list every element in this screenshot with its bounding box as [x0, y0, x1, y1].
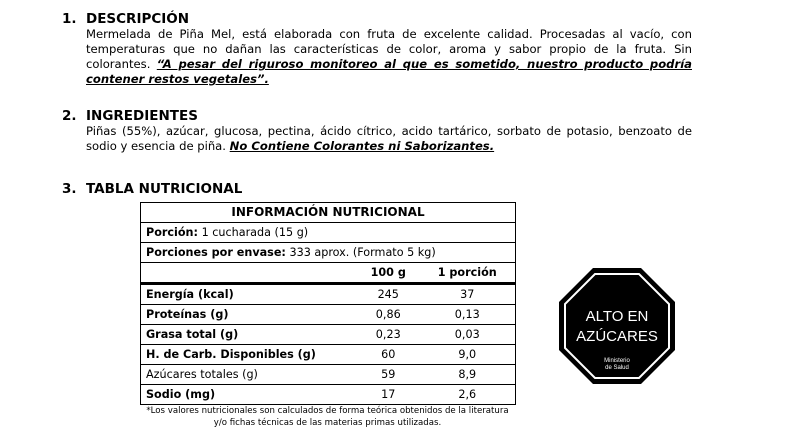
value-per-portion: 37 [420, 284, 516, 305]
footnote-line: *Los valores nutricionales son calculados de forma teórica obtenidos de la literatura [146, 406, 509, 416]
servings-label: Porciones por envase: [146, 246, 286, 259]
seal-ministry-line1: Ministerio [604, 358, 630, 364]
nutrient-name: Grasa total (g) [141, 325, 358, 345]
nutrition-row [141, 305, 516, 325]
serving-label: Porción: [146, 226, 198, 239]
value-per-portion: 8,9 [420, 365, 516, 385]
section-title: DESCRIPCIÓN [86, 11, 190, 27]
seal-line2: AZÚCARES [576, 328, 658, 345]
footnote [120, 406, 535, 429]
nutrition-table [140, 202, 516, 405]
section-ingredientes [62, 108, 692, 154]
section-title: INGREDIENTES [86, 108, 198, 124]
description-warning: “A pesar del riguroso monitoreo al que es sometido, nuestro producto podría contener restos vegetales”. [86, 57, 692, 86]
nutrition-row [141, 345, 516, 365]
serving-value: 1 cucharada (15 g) [201, 226, 309, 239]
nutrition-row [141, 325, 516, 345]
section-number: 2. [62, 108, 77, 124]
footnote-line: y/o fichas técnicas de las materias primas utilizadas. [213, 417, 442, 428]
value-per-portion: 9,0 [420, 345, 516, 365]
value-per-100g: 0,23 [357, 325, 420, 345]
nutrient-name: Energía (kcal) [141, 284, 358, 305]
servings-value: 333 aprox. (Formato 5 kg) [289, 246, 436, 259]
section-body [86, 27, 692, 87]
section-title: TABLA NUTRICIONAL [86, 181, 243, 197]
servings-per-container [141, 243, 516, 263]
section-heading [62, 181, 692, 197]
value-per-portion: 2,6 [420, 385, 516, 405]
section-body [86, 124, 692, 154]
section-number: 3. [62, 181, 77, 197]
value-per-100g: 59 [357, 365, 420, 385]
value-per-100g: 17 [357, 385, 420, 405]
nutrition-table-title: INFORMACIÓN NUTRICIONAL [141, 203, 516, 223]
table-header-row [141, 263, 516, 284]
nutrient-name: Sodio (mg) [141, 385, 358, 405]
warning-seal-octagon [557, 266, 677, 386]
value-per-portion: 0,13 [420, 305, 516, 325]
nutrition-row [141, 365, 516, 385]
nutrient-name: Proteínas (g) [141, 305, 358, 325]
section-heading [62, 108, 692, 124]
ingredients-text: Piñas (55%), azúcar, glucosa, pectina, ácido cítrico, acido tartárico, sorbato de potasio, benzoato de sodio y esencia de piña. [86, 124, 692, 153]
seal-ministry-line2: de Salud [605, 365, 629, 371]
section-descripcion [62, 11, 692, 87]
column-header-100g: 100 g [357, 263, 420, 284]
ingredients-warning: No Contiene Colorantes ni Saborizantes. [229, 139, 495, 153]
value-per-100g: 0,86 [357, 305, 420, 325]
nutrition-row [141, 284, 516, 305]
column-header-portion: 1 porción [420, 263, 516, 284]
value-per-100g: 60 [357, 345, 420, 365]
value-per-portion: 0,03 [420, 325, 516, 345]
nutrient-name: Azúcares totales (g) [141, 365, 358, 385]
serving-size [141, 223, 516, 243]
seal-line1: ALTO EN [585, 308, 649, 325]
section-heading [62, 11, 692, 27]
nutrition-rows [141, 284, 516, 405]
section-tabla-nutricional [62, 181, 692, 197]
nutrition-row [141, 385, 516, 405]
section-number: 1. [62, 11, 77, 27]
description-text: Mermelada de Piña Mel, está elaborada con fruta de excelente calidad. Procesadas al vacío, con temperaturas que no dañan las características de color, aroma y sabor propio de la fruta. Sin colorantes. [86, 27, 692, 71]
nutrient-name: H. de Carb. Disponibles (g) [141, 345, 358, 365]
value-per-100g: 245 [357, 284, 420, 305]
